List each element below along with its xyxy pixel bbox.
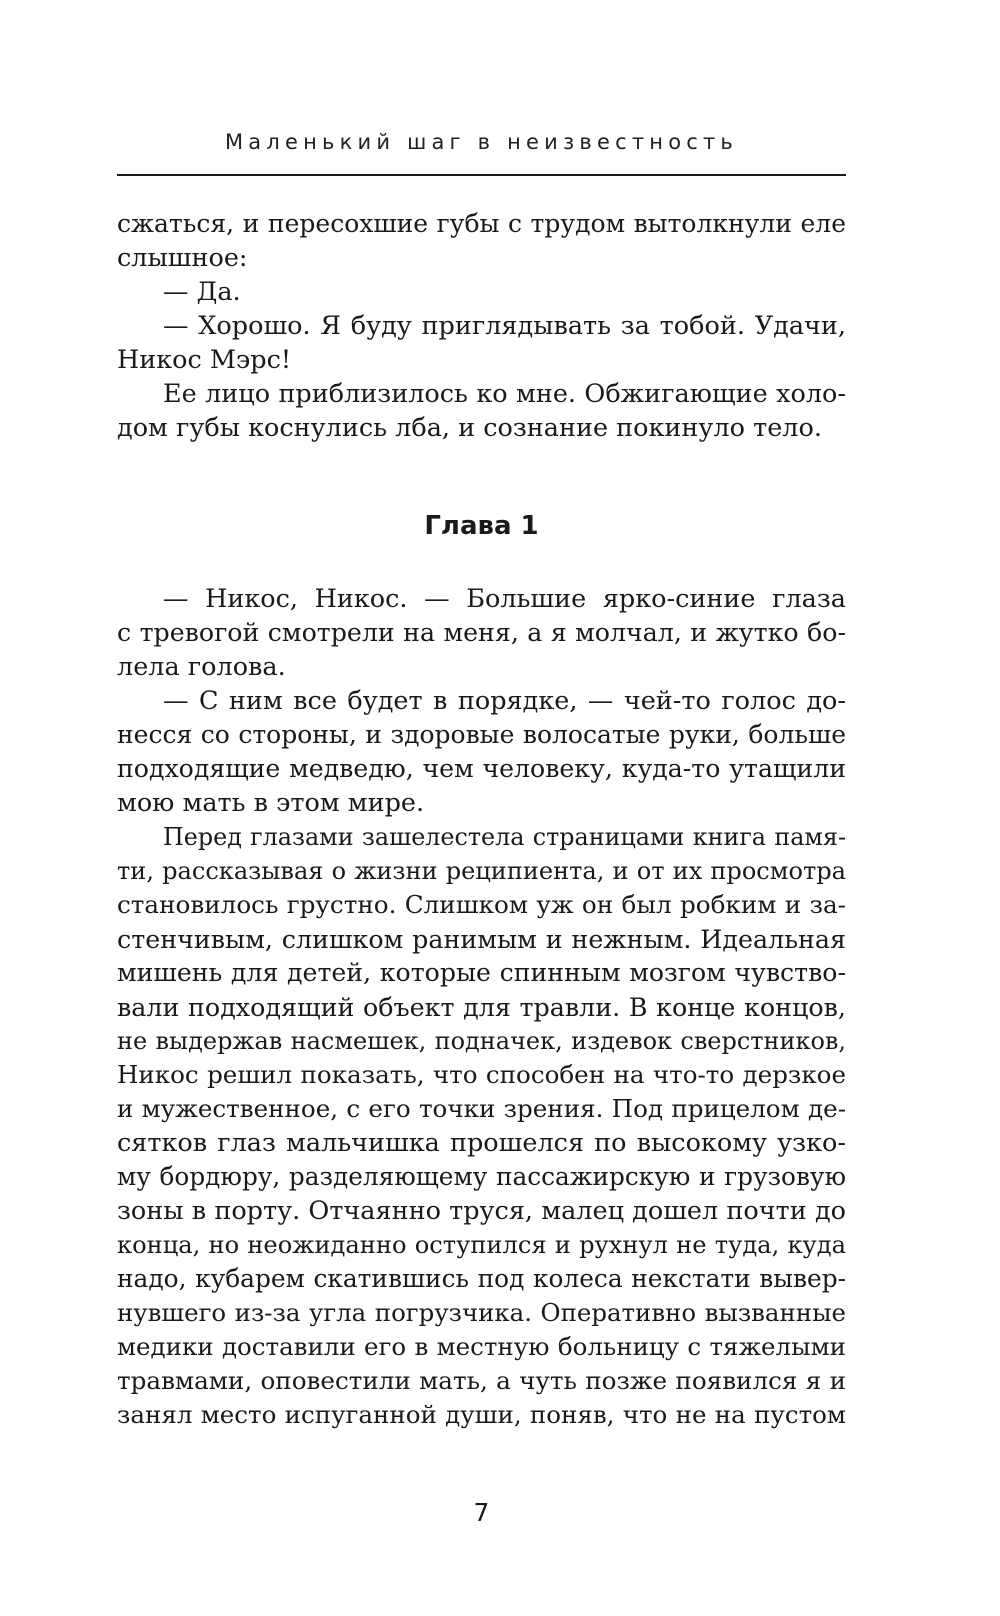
text-line: сятков глаз мальчишка прошелся по высокому узко-	[117, 1128, 846, 1158]
text-line: конца, но неожиданно оступился и рухнул не туда, куда	[117, 1231, 846, 1259]
text-line: не выдержав насмешек, подначек, издевок сверстников,	[117, 1027, 846, 1055]
text-line: — Да.	[163, 277, 241, 307]
chapter-title: Глава 1	[424, 511, 539, 541]
text-line: занял место испуганной души, поняв, что не на пустом	[117, 1400, 846, 1429]
text-line: надо, кубарем скатившись под колеса некстати вывер-	[117, 1264, 846, 1293]
text-line: и мужественное, с его точки зрения. Под прицелом де-	[117, 1094, 846, 1123]
text-line: Никос решил показать, что способен на что-то дерзкое	[117, 1060, 846, 1089]
text-line: подходящие медведю, чем человеку, куда-то утащили	[117, 754, 846, 783]
text-line: лела голова.	[117, 652, 286, 682]
text-line: с тревогой смотрели на меня, а я молчал, и жутко бо-	[117, 618, 846, 647]
header-rule	[117, 174, 846, 176]
text-line: несся со стороны, и здоровые волосатые руки, больше	[117, 720, 846, 749]
text-line: сжаться, и пересохшие губы с трудом вытолкнули еле	[117, 209, 846, 238]
text-line: мишень для детей, которые спинным мозгом чувство-	[117, 958, 846, 987]
text-line: слышное:	[117, 243, 248, 273]
text-line: — Хорошо. Я буду приглядывать за тобой. Удачи,	[163, 311, 846, 341]
text-line: вали подходящий объект для травли. В конце концов,	[117, 992, 846, 1022]
text-before-chapter	[117, 207, 846, 445]
text-line: травмами, оповестили мать, а чуть позже появился я и	[117, 1366, 846, 1395]
page-number: 7	[473, 1498, 490, 1527]
text-line: му бордюру, разделяющему пассажирскую и грузовую	[117, 1162, 846, 1191]
text-line: становилось грустно. Слишком уж он был робким и за-	[117, 890, 846, 919]
text-line: мою мать в этом мире.	[117, 788, 425, 818]
text-line: дом губы коснулись лба, и сознание покинуло тело.	[117, 413, 822, 443]
text-line: зоны в порту. Отчаянно труся, малец дошел почти до	[117, 1196, 846, 1226]
text-line: нувшего из-за угла погрузчика. Оперативно вызванные	[117, 1298, 846, 1327]
chapter-body	[117, 582, 846, 1432]
running-head: Маленький шаг в неизвестность	[224, 130, 738, 154]
text-line: Никос Мэрс!	[117, 345, 292, 375]
text-line: Ее лицо приблизилось ко мне. Обжигающие холо-	[163, 379, 846, 409]
text-line: стенчивым, слишком ранимым и нежным. Идеальная	[117, 924, 846, 954]
text-line: ти, рассказывая о жизни реципиента, и от их просмотра	[117, 857, 846, 885]
text-line: медики доставили его в местную больницу с тяжелыми	[117, 1332, 846, 1361]
text-line: Перед глазами зашелестела страницами книга памя-	[163, 823, 846, 851]
text-line: — Никос, Никос. — Большие ярко-синие глаза	[163, 584, 846, 614]
text-line: — С ним все будет в порядке, — чей-то голос до-	[163, 686, 846, 716]
